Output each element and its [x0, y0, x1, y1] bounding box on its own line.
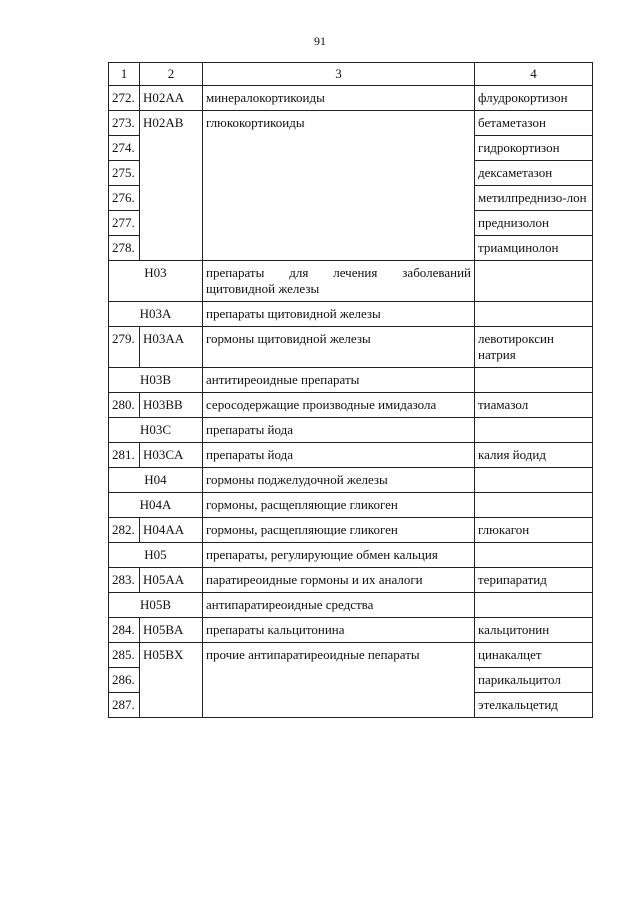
- drug-name: бетаметазон: [475, 111, 593, 136]
- atc-code: H04A: [109, 493, 203, 518]
- drug-name: кальцитонин: [475, 618, 593, 643]
- drug-name: гидрокортизон: [475, 136, 593, 161]
- table-row: [109, 643, 593, 668]
- row-number: 273.: [109, 111, 140, 136]
- group-description: препараты щитовидной железы: [203, 302, 475, 327]
- row-number: 281.: [109, 443, 140, 468]
- drug-name: преднизолон: [475, 211, 593, 236]
- row-number: 278.: [109, 236, 140, 261]
- column-header: 4: [475, 63, 593, 86]
- atc-code: H03AA: [140, 327, 203, 368]
- row-number: 274.: [109, 136, 140, 161]
- group-description: минералокортикоиды: [203, 86, 475, 111]
- table-row: [109, 327, 593, 368]
- group-description: гормоны, расщепляющие гликоген: [203, 518, 475, 543]
- atc-code: H03CA: [140, 443, 203, 468]
- group-description: препараты йода: [203, 443, 475, 468]
- atc-code: H03B: [109, 368, 203, 393]
- drug-name-empty: [475, 261, 593, 302]
- atc-code: H05BA: [140, 618, 203, 643]
- row-number: 275.: [109, 161, 140, 186]
- drug-name: парикальцитол: [475, 668, 593, 693]
- row-number: 287.: [109, 693, 140, 718]
- drug-name: метилпреднизо-лон: [475, 186, 593, 211]
- group-row: [109, 543, 593, 568]
- drug-name: тиамазол: [475, 393, 593, 418]
- group-row: [109, 418, 593, 443]
- group-description: гормоны поджелудочной железы: [203, 468, 475, 493]
- row-number: 277.: [109, 211, 140, 236]
- table-row: [109, 393, 593, 418]
- group-row: [109, 493, 593, 518]
- atc-code: H04AA: [140, 518, 203, 543]
- group-row: [109, 593, 593, 618]
- row-number: 272.: [109, 86, 140, 111]
- group-row: [109, 261, 593, 302]
- row-number: 285.: [109, 643, 140, 668]
- atc-code: H02AB: [140, 111, 203, 261]
- group-description: паратиреоидные гормоны и их аналоги: [203, 568, 475, 593]
- drug-name-empty: [475, 593, 593, 618]
- row-number: 279.: [109, 327, 140, 368]
- group-description: антипаратиреоидные средства: [203, 593, 475, 618]
- group-description: гормоны, расщепляющие гликоген: [203, 493, 475, 518]
- group-description: серосодержащие производные имидазола: [203, 393, 475, 418]
- drug-name: дексаметазон: [475, 161, 593, 186]
- drug-name-empty: [475, 418, 593, 443]
- group-row: [109, 368, 593, 393]
- atc-code: H03: [109, 261, 203, 302]
- atc-code: H05BX: [140, 643, 203, 718]
- row-number: 286.: [109, 668, 140, 693]
- atc-code: H03C: [109, 418, 203, 443]
- group-description: антитиреоидные препараты: [203, 368, 475, 393]
- atc-code: H03BB: [140, 393, 203, 418]
- table-row: [109, 443, 593, 468]
- row-number: 276.: [109, 186, 140, 211]
- atc-code: H05AA: [140, 568, 203, 593]
- drug-name-empty: [475, 368, 593, 393]
- column-header: 2: [140, 63, 203, 86]
- atc-code: H05B: [109, 593, 203, 618]
- table-row: [109, 518, 593, 543]
- drug-name-empty: [475, 493, 593, 518]
- row-number: 280.: [109, 393, 140, 418]
- drug-name: триамцинолон: [475, 236, 593, 261]
- drug-name-empty: [475, 543, 593, 568]
- drug-name: этелкальцетид: [475, 693, 593, 718]
- group-description: препараты йода: [203, 418, 475, 443]
- atc-code: H02AA: [140, 86, 203, 111]
- drug-name-empty: [475, 302, 593, 327]
- table-row: [109, 86, 593, 111]
- atc-code: H04: [109, 468, 203, 493]
- drug-name: флудрокортизон: [475, 86, 593, 111]
- drug-table: [108, 62, 593, 718]
- row-number: 283.: [109, 568, 140, 593]
- atc-code: H03A: [109, 302, 203, 327]
- group-row: [109, 302, 593, 327]
- group-description: прочие антипаратиреоидные пепараты: [203, 643, 475, 718]
- group-description: гормоны щитовидной железы: [203, 327, 475, 368]
- group-description: препараты, регулирующие обмен кальция: [203, 543, 475, 568]
- atc-code: H05: [109, 543, 203, 568]
- table-row: [109, 111, 593, 136]
- column-header: 3: [203, 63, 475, 86]
- drug-name: калия йодид: [475, 443, 593, 468]
- group-row: [109, 468, 593, 493]
- drug-name: цинакалцет: [475, 643, 593, 668]
- group-description: препараты кальцитонина: [203, 618, 475, 643]
- drug-name: терипаратид: [475, 568, 593, 593]
- drug-name-empty: [475, 468, 593, 493]
- table-row: [109, 568, 593, 593]
- group-description: глюкокортикоиды: [203, 111, 475, 261]
- row-number: 282.: [109, 518, 140, 543]
- row-number: 284.: [109, 618, 140, 643]
- group-description: препараты для лечения заболеваний щитовидной железы: [203, 261, 475, 302]
- page-number: 91: [314, 34, 326, 48]
- drug-name: левотироксин натрия: [475, 327, 593, 368]
- drug-name: глюкагон: [475, 518, 593, 543]
- table-row: [109, 618, 593, 643]
- table-header-row: [109, 63, 593, 86]
- column-header: 1: [109, 63, 140, 86]
